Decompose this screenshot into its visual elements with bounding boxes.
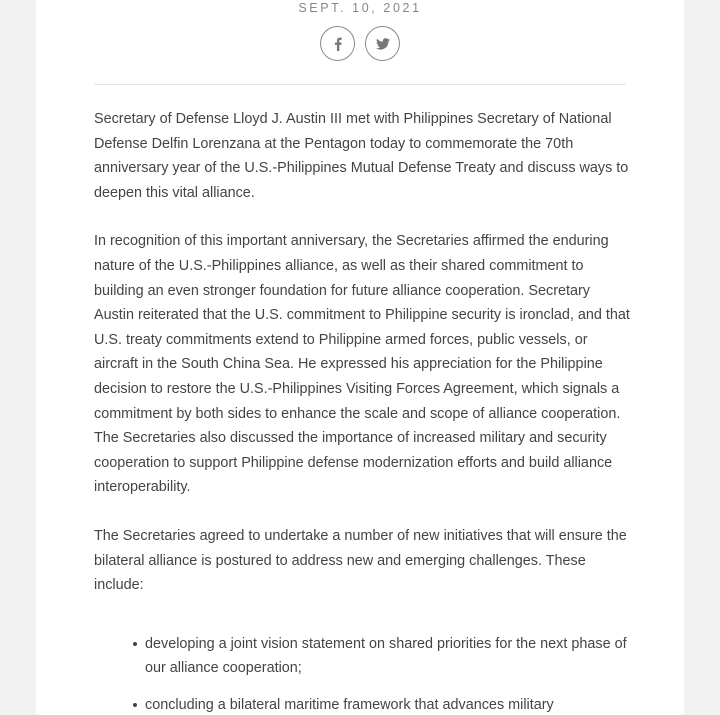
list-item-text: developing a joint vision statement on shared priorities for the next phase of our alliance cooperation; xyxy=(145,635,627,677)
share-buttons xyxy=(36,26,684,61)
list-item xyxy=(145,693,630,715)
list-item-text: concluding a bilateral maritime framework that advances military xyxy=(145,696,554,713)
article-body xyxy=(94,107,630,715)
bullet-icon xyxy=(133,642,137,646)
paragraph: The Secretaries agreed to undertake a number of new initiatives that will ensure the bilateral alliance is postured to address new and emerging challenges. These include: xyxy=(94,527,627,594)
article-date: SEPT. 10, 2021 xyxy=(298,1,422,15)
bullet-icon xyxy=(133,703,137,707)
list-item xyxy=(145,632,630,681)
facebook-share-button[interactable] xyxy=(320,26,355,61)
initiatives-list xyxy=(94,632,630,715)
paragraph: Secretary of Defense Lloyd J. Austin III met with Philippines Secretary of National Defense Delfin Lorenzana at the Pentagon today to commemorate the 70th anniversary year of the U.S.-Philippines Mutual Defense Treaty and discuss ways to deepen this vital alliance. xyxy=(94,111,629,201)
twitter-icon xyxy=(376,38,390,50)
divider xyxy=(94,84,626,85)
facebook-icon xyxy=(333,37,343,51)
article-page xyxy=(36,0,684,715)
paragraph: In recognition of this important anniversary, the Secretaries affirmed the enduring nature of the U.S.-Philippines alliance, as well as their shared commitment to building an even stronger foundation for future alliance cooperation. Secretary Austin reiterated that the U.S. commitment to Philippine security is ironclad, and that U.S. treaty commitments extend to Philippine armed forces, public vessels, or aircraft in the South China Sea. He expressed his appreciation for the Philippine decision to restore the U.S.-Philippines Visiting Forces Agreement, which signals a commitment by both sides to enhance the scale and scope of alliance cooperation. The Secretaries also discussed the importance of increased military and security cooperation to support Philippine defense modernization efforts and build alliance interoperability. xyxy=(94,233,630,496)
twitter-share-button[interactable] xyxy=(365,26,400,61)
